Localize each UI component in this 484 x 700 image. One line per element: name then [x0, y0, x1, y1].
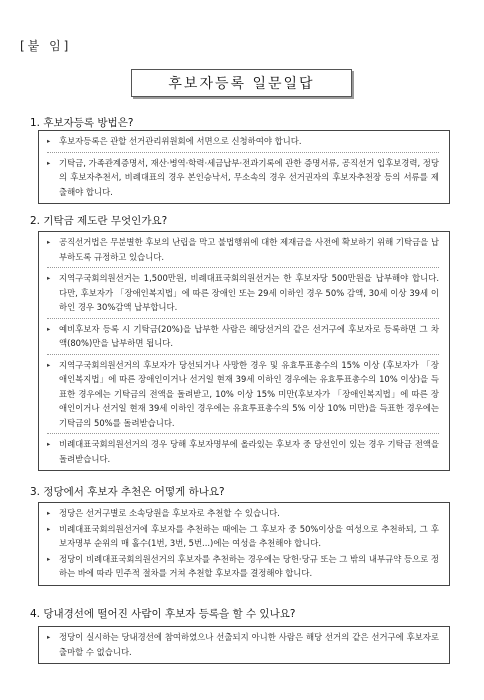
answer-item: ▸ 정당이 실시하는 당내경선에 참여하였으나 선출되지 아니한 사람은 해당 선거의 같은 선거구에 후보자로 출마할 수 없습니다.	[47, 632, 439, 657]
bullet-icon: ▸	[47, 509, 51, 517]
answer-item: ▸ 지역구국회의원선거는 1,500만원, 비례대표국회의원선거는 한 후보자당 500만원을 납부해야 합니다. 다만, 후보자가 「장애인복지법」에 따른 장애인 또는 29세 이하인 경우 50% 감액, 30세 이상 39세 이하인 경우 30%감액 납부합니다.	[47, 273, 439, 312]
answer-box-2	[38, 231, 450, 471]
bullet-icon: ▸	[47, 274, 51, 282]
bullet-icon: ▸	[47, 137, 51, 145]
answer-item: ▸ 공직선거법은 무분별한 후보의 난립을 막고 불법행위에 대한 제재금을 사전에 확보하기 위해 기탁금을 납부하도록 규정하고 있습니다.	[47, 237, 439, 262]
answer-box-1	[38, 130, 450, 204]
question-2: 2. 기탁금 제도란 무엇인가요?	[30, 215, 168, 227]
question-4: 4. 당내경선에 떨어진 사람이 후보자 등록을 할 수 있나요?	[30, 608, 296, 620]
answer-item: ▸ 지역구국회의원선거의 후보자가 당선되거나 사망한 경우 및 유효투표총수의 15% 이상 (후보자가 「장애인복지법」에 따른 장애인이거나 선거일 현재 39세 이하인 경우에는 유효투표총수의 10% 이상)을 득표한 경우에는 기탁금의 전액을 돌려받고, 10% 이상 15% 미만(후보자가 「장애인복지법」에 따른 장애인이거나 선거일 현재 39세 이하인 경우에는 유효투표총수의 5% 이상 10% 미만)을 득표한 경우에는 기탁금의 50%를 돌려받습니다.	[47, 359, 439, 428]
bullet-icon: ▸	[47, 158, 51, 167]
answer-item: ▸ 정당이 비례대표국회의원선거의 후보자를 추천하는 경우에는 당헌·당규 또는 그 밖의 내부규약 등으로 정하는 바에 따라 민주적 절차를 거쳐 추천할 후보자를 결정해야 합니다.	[47, 553, 439, 578]
bullet-icon: ▸	[47, 524, 51, 533]
answer-box-3	[38, 502, 450, 586]
answer-item: ▸ 후보자등록은 관할 선거관리위원회에 서면으로 신청하여야 합니다.	[47, 134, 439, 149]
bullet-icon: ▸	[47, 633, 51, 641]
question-3: 3. 정당에서 후보자 추천은 어떻게 하나요?	[30, 486, 225, 498]
attachment-label: [붙 임]	[20, 39, 72, 53]
dotted-divider	[47, 267, 439, 268]
dotted-divider	[47, 354, 439, 355]
answer-item: ▸ 비례대표국회의원선거에 후보자를 추천하는 때에는 그 후보자 중 50%이상을 여성으로 추천하되, 그 후보자명부 순위의 매 홀수(1번, 3번, 5번...)에는 여성을 추천해야 합니다.	[47, 523, 439, 548]
dotted-divider	[47, 318, 439, 319]
answer-item: ▸ 정당은 선거구별로 소속당원을 후보자로 추천할 수 있습니다.	[47, 506, 439, 521]
answer-item: ▸ 예비후보자 등록 시 기탁금(20%)을 납부한 사람은 해당선거의 같은 선거구에 후보자로 등록하면 그 차액(80%)만을 납부하면 됩니다.	[47, 323, 439, 348]
document-title-box	[131, 69, 352, 97]
document-title: 후보자등록 일문일답	[168, 76, 315, 92]
answer-item: ▸ 기탁금, 가족관계증명서, 재산·병역·학력·세금납부·전과기록에 관한 증명서류, 공직선거 입후보경력, 정당의 후보자추천서, 비례대표의 경우 본인승낙서, 무소속의 경우 선거권자의 후보자추천장 등의 서류를 제출해야 합니다.	[47, 157, 439, 197]
answer-item: ▸ 비례대표국회의원선거의 경우 당해 후보자명부에 올라있는 후보자 중 당선인이 있는 경우 기탁금 전액을 돌려받습니다.	[47, 439, 439, 464]
bullet-icon: ▸	[47, 324, 51, 333]
bullet-icon: ▸	[47, 440, 51, 448]
answer-box-4	[38, 626, 450, 664]
dotted-divider	[47, 152, 439, 153]
bullet-icon: ▸	[47, 360, 51, 369]
question-1: 1. 후보자등록 방법은?	[30, 117, 134, 129]
bullet-icon: ▸	[47, 238, 51, 246]
bullet-icon: ▸	[47, 554, 51, 563]
dotted-divider	[47, 433, 439, 434]
